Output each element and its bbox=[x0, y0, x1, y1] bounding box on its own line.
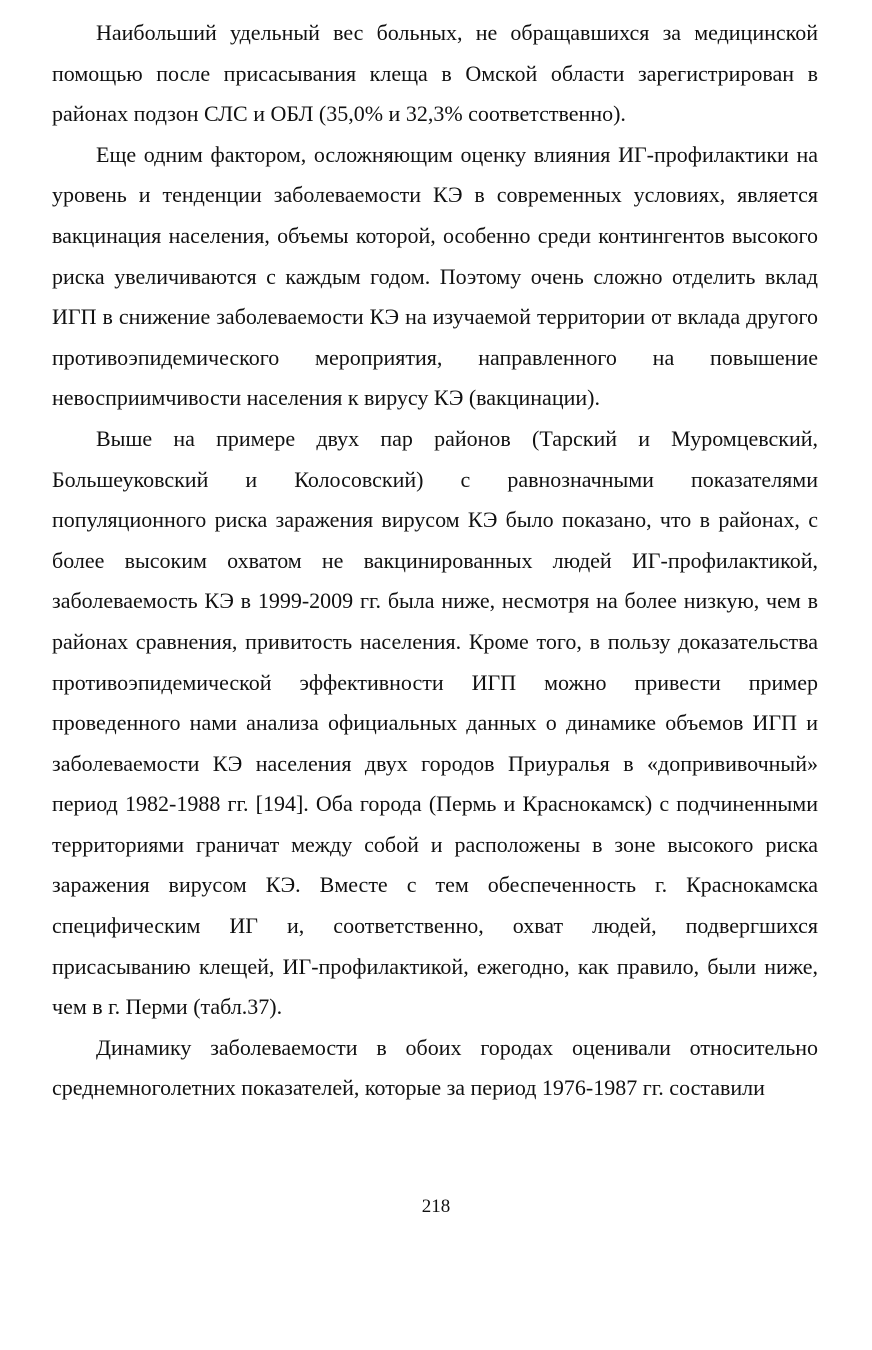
body-text bbox=[52, 13, 818, 1109]
paragraph-4: Динамику заболеваемости в обоих городах оценивали относительно среднемноголетних показателей, которые за период 1976-1987 гг. составили bbox=[52, 1034, 818, 1101]
paragraph-3: Выше на примере двух пар районов (Тарский и Муромцевский, Большеуковский и Колосовский) с равнозначными показателями популяционного риска заражения вирусом КЭ было показано, что в районах, с более высоким охватом не вакцинированных людей ИГ-профилактикой, заболеваемость КЭ в 1999-2009 гг. была ниже, несмотря на более низкую, чем в районах сравнения, привитость населения. Кроме того, в пользу доказательства противоэпидемической эффективности ИГП можно привести пример проведенного нами анализа официальных данных о динамике объемов ИГП и заболеваемости КЭ населения двух городов Приуралья в «допрививочный» период 1982-1988 гг. [194]. Оба города (Пермь и Краснокамск) с подчиненными территориями граничат между собой и расположены в зоне высокого риска заражения вирусом КЭ. Вместе с тем обеспеченность г. Краснокамска специфическим ИГ и, соответственно, охват людей, подвергшихся присасыванию клещей, ИГ-профилактикой, ежегодно, как правило, были ниже, чем в г. Перми (табл.37). bbox=[52, 425, 818, 1020]
paragraph-1: Наибольший удельный вес больных, не обращавшихся за медицинской помощью после присасывания клеща в Омской области зарегистрирован в районах подзон СЛС и ОБЛ (35,0% и 32,3% соответственно). bbox=[52, 20, 818, 127]
paragraph-2: Еще одним фактором, осложняющим оценку влияния ИГ-профилактики на уровень и тенденции заболеваемости КЭ в современных условиях, является вакцинация населения, объемы которой, особенно среди контингентов высокого риска увеличиваются с каждым годом. Поэтому очень сложно отделить вклад ИГП в снижение заболеваемости КЭ на изучаемой территории от вклада другого противоэпидемического мероприятия, направленного на повышение невосприимчивости населения к вирусу КЭ (вакцинации). bbox=[52, 141, 818, 411]
page-number: 218 bbox=[421, 1196, 451, 1217]
